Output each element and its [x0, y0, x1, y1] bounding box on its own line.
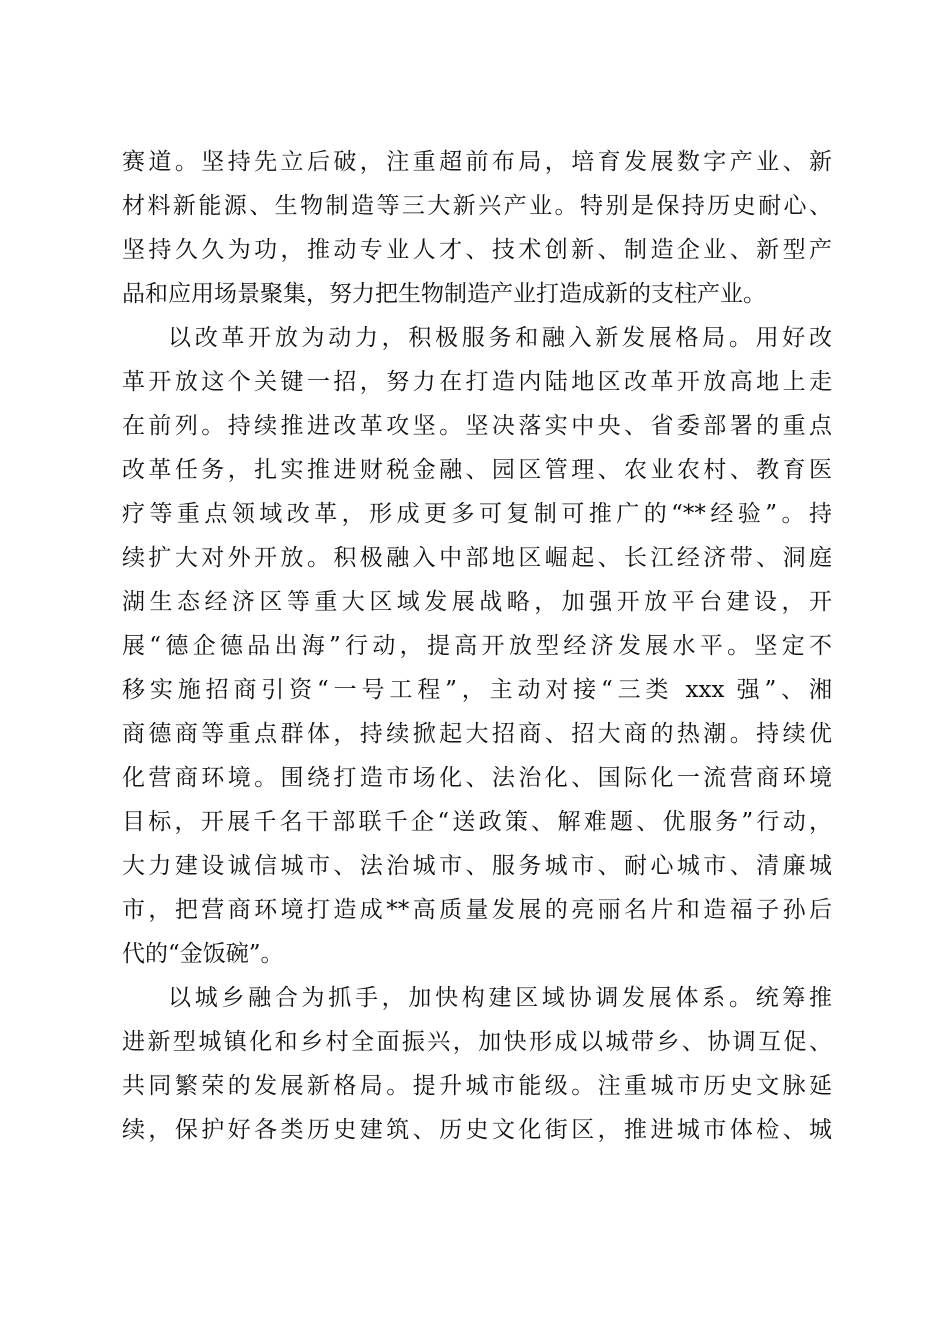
- text-line: 湖生态经济区等重大区域发展战略，加强开放平台建设，开: [122, 589, 832, 615]
- text-line: 共同繁荣的发展新格局。提升城市能级。注重城市历史文脉延: [122, 1073, 832, 1099]
- text-line: 疗等重点领域改革，形成更多可复制可推广的“**经验”。持: [122, 501, 832, 527]
- text-line: 以城乡融合为抓手，加快构建区域协调发展体系。统筹推: [168, 985, 832, 1011]
- text-line: 化营商环境。围绕打造市场化、法治化、国际化一流营商环境: [122, 765, 832, 791]
- text-line: 革开放这个关键一招，努力在打造内陆地区改革开放高地上走: [122, 369, 832, 395]
- text-line: 品和应用场景聚集，努力把生物制造产业打造成新的支柱产业。: [122, 281, 766, 307]
- text-line: 改革任务，扎实推进财税金融、园区管理、农业农村、教育医: [122, 457, 832, 483]
- text-line: 坚持久久为功，推动专业人才、技术创新、制造企业、新型产: [122, 237, 832, 263]
- text-line: 移实施招商引资“一号工程”，主动对接“三类 xxx 强”、湘: [122, 677, 832, 703]
- text-line: 在前列。持续推进改革攻坚。坚决落实中央、省委部署的重点: [122, 413, 832, 439]
- text-line: 目标，开展千名干部联千企“送政策、解难题、优服务”行动，: [122, 809, 832, 835]
- text-line: 市，把营商环境打造成**高质量发展的亮丽名片和造福子孙后: [122, 897, 832, 923]
- text-line: 进新型城镇化和乡村全面振兴，加快形成以城带乡、协调互促、: [122, 1029, 832, 1055]
- paragraph-3: [122, 976, 832, 1152]
- text-line: 展“德企德品出海”行动，提高开放型经济发展水平。坚定不: [122, 633, 832, 659]
- text-line: 续，保护好各类历史建筑、历史文化街区，推进城市体检、城: [122, 1117, 832, 1143]
- text-line: 续扩大对外开放。积极融入中部地区崛起、长江经济带、洞庭: [122, 545, 832, 571]
- text-line: 以改革开放为动力，积极服务和融入新发展格局。用好改: [168, 325, 832, 351]
- text-line: 材料新能源、生物制造等三大新兴产业。特别是保持历史耐心、: [122, 193, 832, 219]
- paragraph-1: [122, 140, 832, 316]
- document-body: [122, 140, 832, 1152]
- text-line: 代的“金饭碗”。: [122, 941, 284, 967]
- text-line: 赛道。坚持先立后破，注重超前布局，培育发展数字产业、新: [122, 149, 832, 175]
- paragraph-2: [122, 316, 832, 976]
- text-line: 商德商等重点群体，持续掀起大招商、招大商的热潮。持续优: [122, 721, 832, 747]
- text-line: 大力建设诚信城市、法治城市、服务城市、耐心城市、清廉城: [122, 853, 832, 879]
